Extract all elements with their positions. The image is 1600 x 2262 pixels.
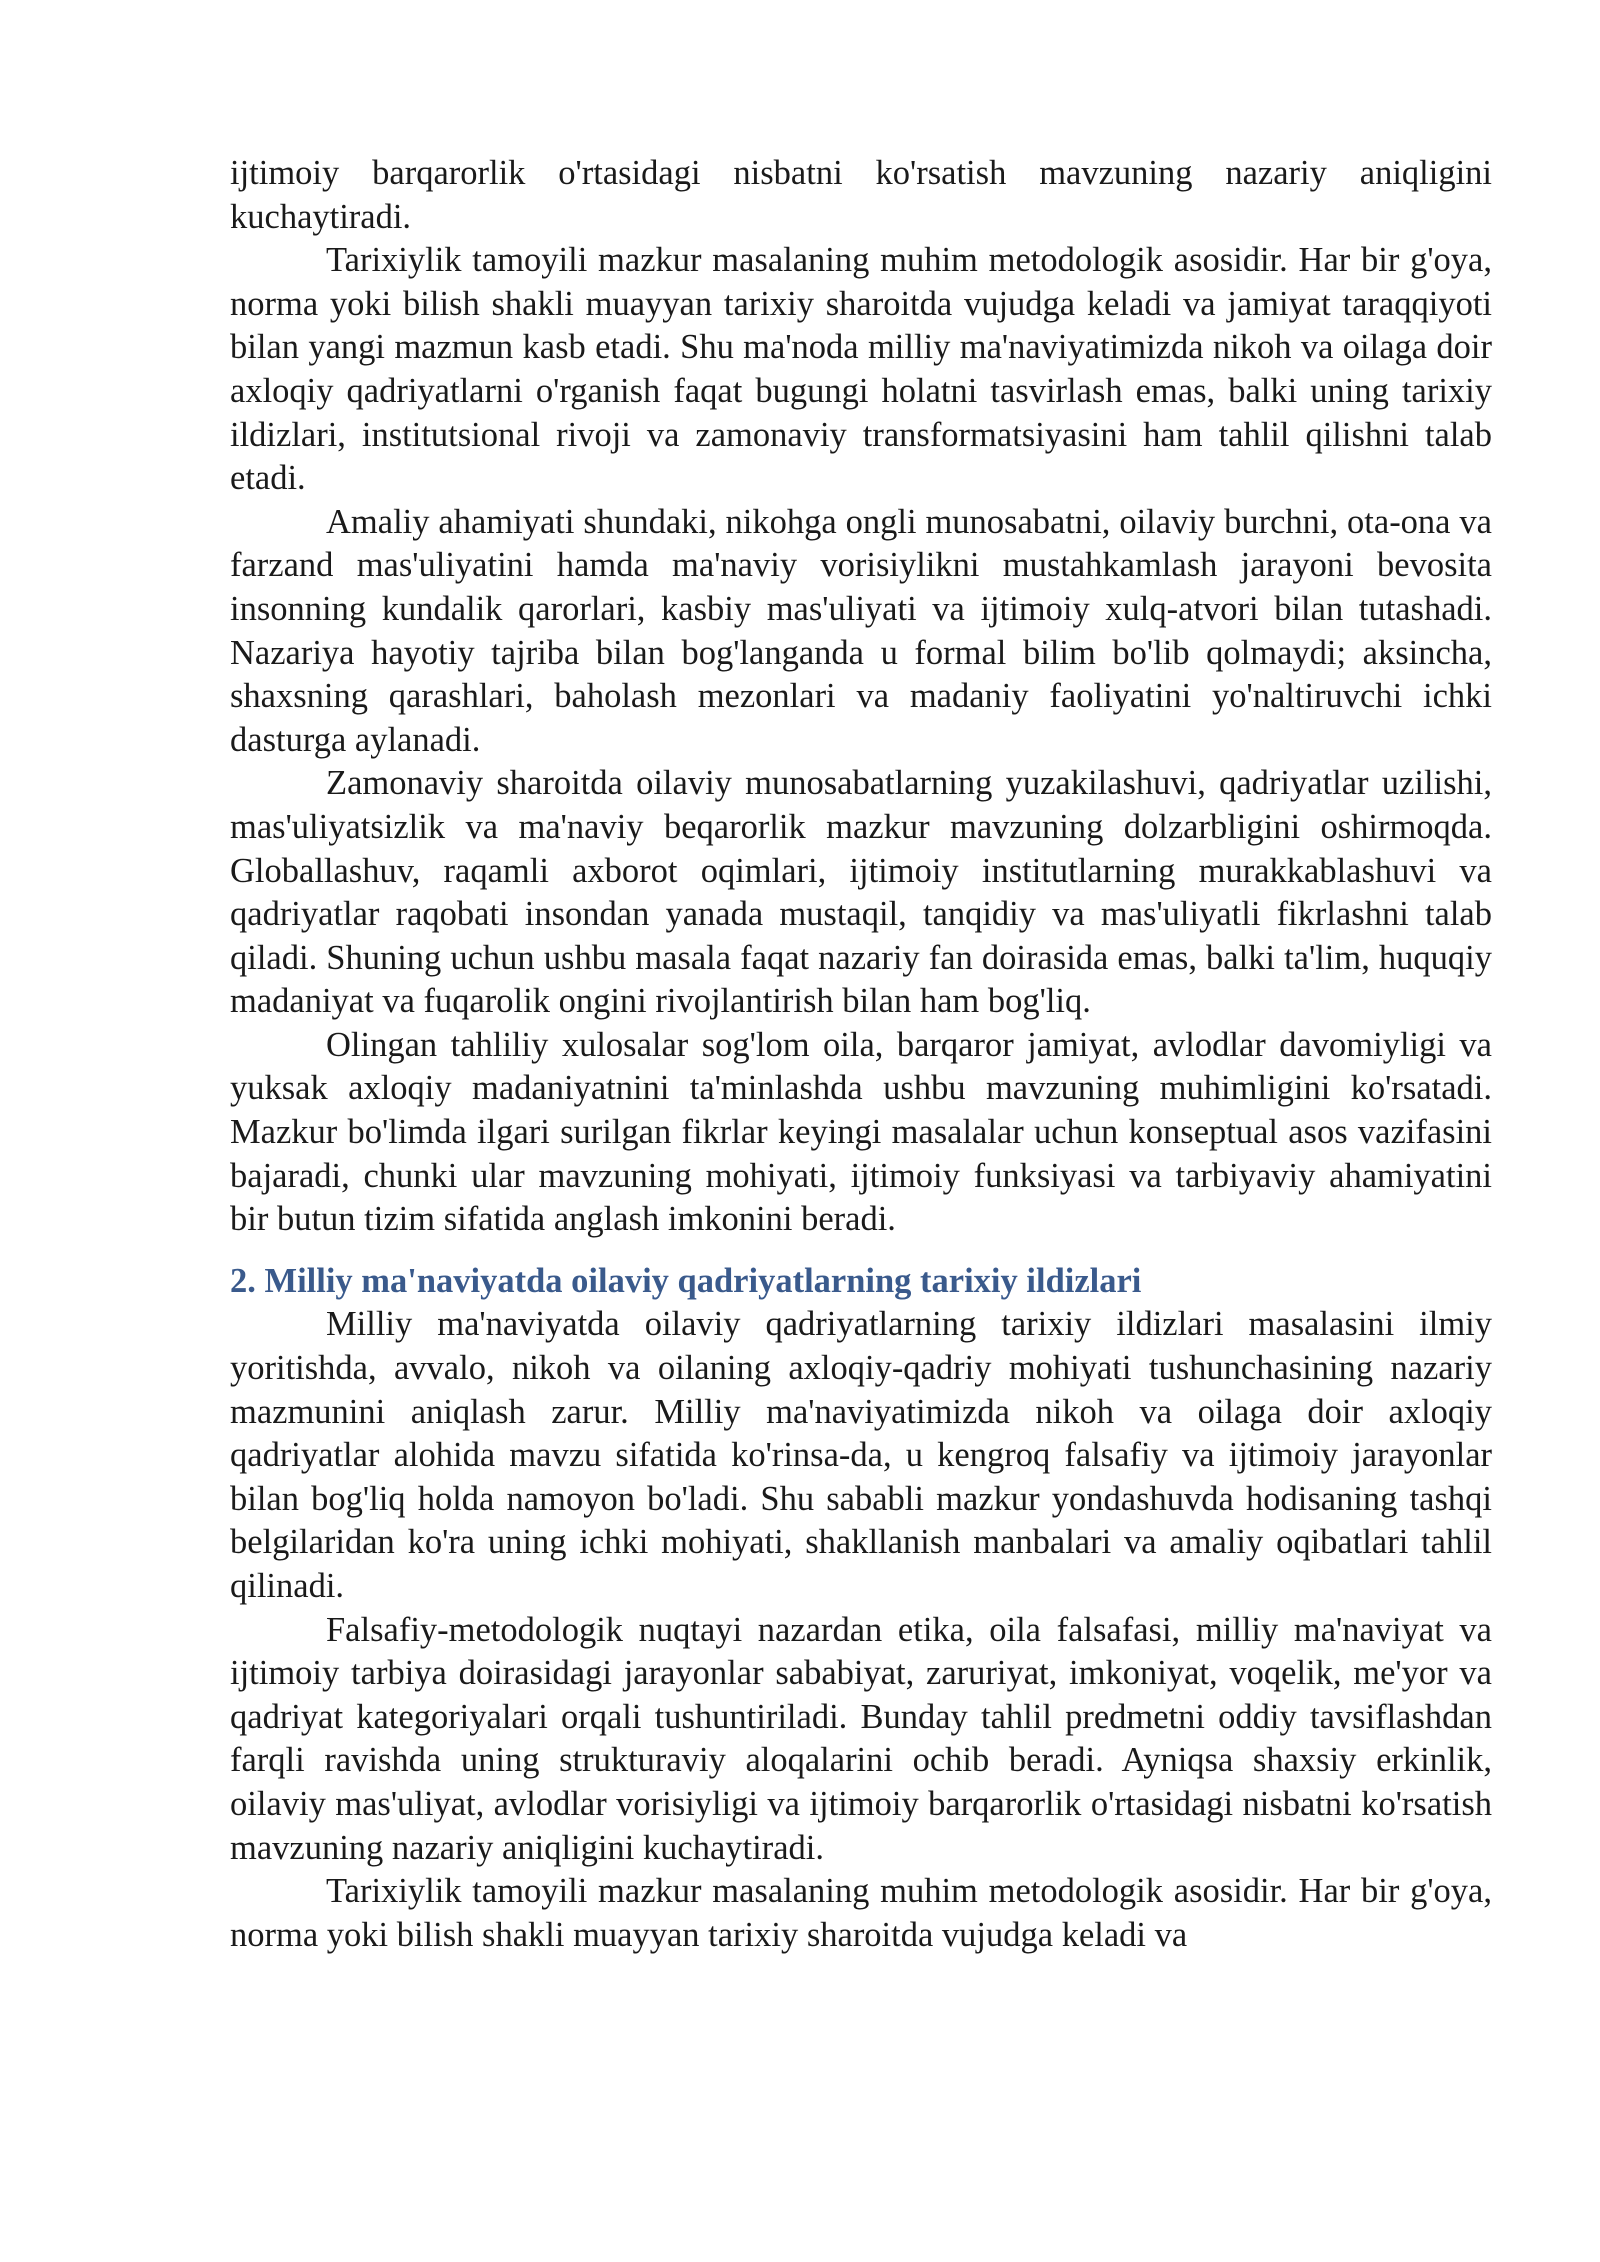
- paragraph-philosophical-methodology: Falsafiy-metodologik nuqtayi nazardan etika, oila falsafasi, milliy ma'naviyat va ijtimoiy tarbiya doirasidagi jarayonlar sababiyat, zaruriyat, imkoniyat, voqelik, me'yor va qadriyat kategoriyalari orqali tushuntiriladi. Bunday tahlil predmetni oddiy tavsiflashdan farqli ravishda uning strukturaviy aloqalarini ochib beradi. Ayniqsa shaxsiy erkinlik, oilaviy mas'uliyat, avlodlar vorisiyligi va ijtimoiy barqarorlik o'rtasidagi nisbatni ko'rsatish mavzuning nazariy aniqligini kuchaytiradi.: [230, 1610, 1492, 1867]
- paragraph-historicity: Tarixiylik tamoyili mazkur masalaning muhim metodologik asosidir. Har bir g'oya, norma yoki bilish shakli muayyan tarixiy sharoitda vujudga keladi va jamiyat taraqqiyoti bilan yangi mazmun kasb etadi. Shu ma'noda milliy ma'naviyatimizda nikoh va oilaga doir axloqiy qadriyatlarni o'rganish faqat bugungi holatni tasvirlash emas, balki uning tarixiy ildizlari, institutsional rivoji va zamonaviy transformatsiyasini ham tahlil qilishni talab etadi.: [230, 241, 1492, 498]
- paragraph-practical-significance: Amaliy ahamiyati shundaki, nikohga ongli munosabatni, oilaviy burchni, ota-ona va farzand mas'uliyatini hamda ma'naviy vorisiylikni mustahkamlash jarayoni bevosita insonning kundalik qarorlari, kasbiy mas'uliyati va ijtimoiy xulq-atvori bilan tutashadi. Nazariya hayotiy tajriba bilan bog'langanda u formal bilim bo'lib qolmaydi; aksincha, shaxsning qarashlari, baholash mezonlari va madaniy faoliyatini yo'naltiruvchi ichki dasturga aylanadi.: [230, 502, 1492, 759]
- document-page: [230, 152, 1492, 1957]
- paragraph-modern-conditions: Zamonaviy sharoitda oilaviy munosabatlarning yuzakilashuvi, qadriyatlar uzilishi, mas'uliyatsizlik va ma'naviy beqarorlik mazkur mavzuning dolzarbligini oshirmoqda. Globallashuv, raqamli axborot oqimlari, ijtimoiy institutlarning murakkablashuvi va qadriyatlar raqobati insondan yanada mustaqil, tanqidiy va mas'uliyatli fikrlashni talab qiladi. Shuning uchun ushbu masala faqat nazariy fan doirasida emas, balki ta'lim, huquqiy madaniyat va fuqarolik ongini rivojlantirish bilan ham bog'liq.: [230, 764, 1492, 1021]
- paragraph-continuation: ijtimoiy barqarorlik o'rtasidagi nisbatni ko'rsatish mavzuning nazariy aniqligini kuchaytiradi.: [230, 154, 1492, 236]
- section-heading: 2. Milliy ma'naviyatda oilaviy qadriyatlarning tarixiy ildizlari: [230, 1261, 1142, 1300]
- paragraph-historicity-repeat: Tarixiylik tamoyili mazkur masalaning muhim metodologik asosidir. Har bir g'oya, norma yoki bilish shakli muayyan tarixiy sharoitda vujudga keladi va: [230, 1872, 1492, 1954]
- paragraph-conclusions: Olingan tahliliy xulosalar sog'lom oila, barqaror jamiyat, avlodlar davomiyligi va yuksak axloqiy madaniyatnini ta'minlashda ushbu mavzuning muhimligini ko'rsatadi. Mazkur bo'limda ilgari surilgan fikrlar keyingi masalalar uchun konseptual asos vazifasini bajaradi, chunki ular mavzuning mohiyati, ijtimoiy funksiyasi va tarbiyaviy ahamiyatini bir butun tizim sifatida anglash imkonini beradi.: [230, 1025, 1492, 1239]
- paragraph-section-intro: Milliy ma'naviyatda oilaviy qadriyatlarning tarixiy ildizlari masalasini ilmiy yoritishda, avvalo, nikoh va oilaning axloqiy-qadriy mohiyati tushunchasining nazariy mazmunini aniqlash zarur. Milliy ma'naviyatimizda nikoh va oilaga doir axloqiy qadriyatlar alohida mavzu sifatida ko'rinsa-da, u kengroq falsafiy va ijtimoiy jarayonlar bilan bog'liq holda namoyon bo'ladi. Shu sababli mazkur yondashuvda hodisaning tashqi belgilaridan ko'ra uning ichki mohiyati, shakllanish manbalari va amaliy oqibatlari tahlil qilinadi.: [230, 1305, 1492, 1605]
